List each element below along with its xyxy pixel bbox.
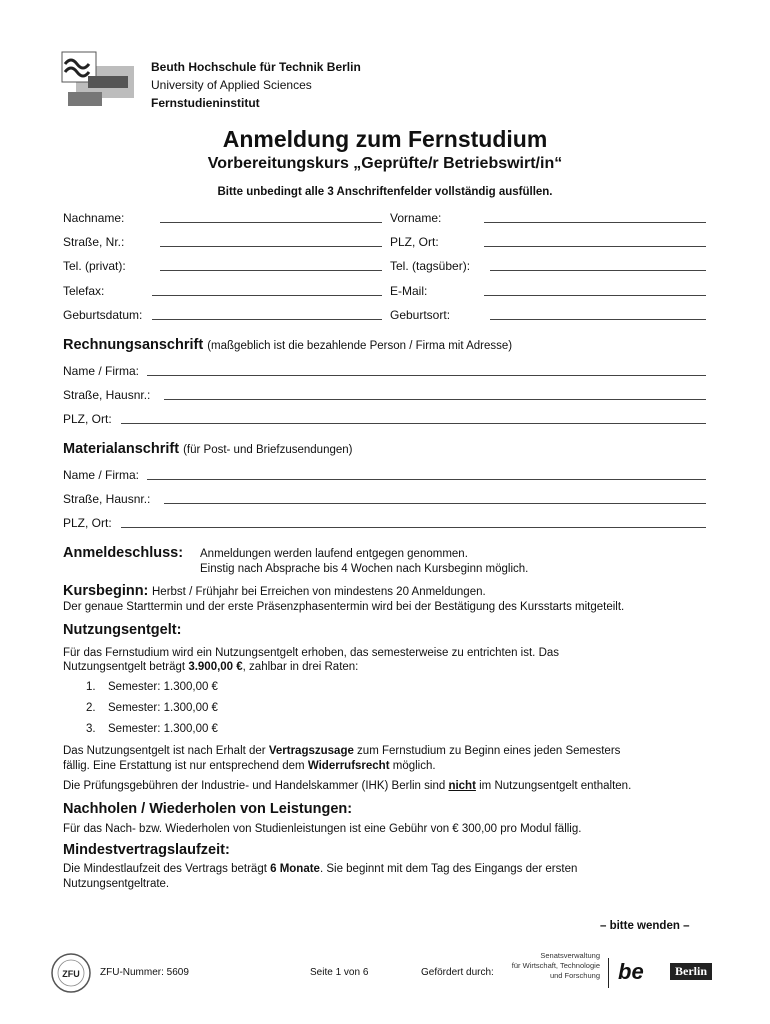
nutzung-heading: Nutzungsentgelt: (63, 622, 182, 638)
berlin-logo: Berlin (670, 963, 712, 980)
rechnung-plz-field[interactable] (121, 423, 706, 424)
material-plz-label: PLZ, Ort: (63, 516, 112, 530)
geburtsort-field[interactable] (490, 319, 706, 320)
kursbeginn-heading: Kursbeginn: (63, 583, 149, 599)
zfu-seal-icon (50, 952, 92, 994)
be-logo: be (618, 959, 644, 984)
gefoerdert-label: Gefördert durch: (421, 967, 494, 978)
material-plz-field[interactable] (121, 527, 706, 528)
nachname-field[interactable] (160, 222, 382, 223)
rechnung-name-label: Name / Firma: (63, 364, 140, 378)
page-number: Seite 1 von 6 (310, 967, 369, 978)
material-strasse-label: Straße, Hausnr.: (63, 492, 151, 506)
rechnung-name-field[interactable] (147, 375, 706, 376)
rechnung-strasse-field[interactable] (164, 399, 706, 400)
zfu-number: ZFU-Nummer: 5609 (100, 967, 189, 978)
tel-privat-label: Tel. (privat): (63, 259, 126, 273)
material-name-field[interactable] (147, 479, 706, 480)
nachholen-text: Für das Nach- bzw. Wiederholen von Studienleistungen ist eine Gebühr von € 300,00 pro Modul fällig. (63, 823, 582, 835)
page-title: Anmeldung zum Fernstudium (222, 126, 548, 152)
geburtsdatum-field[interactable] (152, 319, 382, 320)
beuth-logo (58, 50, 134, 112)
telefax-label: Telefax: (63, 284, 105, 298)
institution-block (151, 58, 361, 112)
rechnung-strasse-label: Straße, Hausnr.: (63, 388, 151, 402)
plz-ort-field[interactable] (484, 246, 706, 247)
institution-name: Beuth Hochschule für Technik Berlin (151, 60, 361, 74)
senatsverwaltung-logo: Senatsverwaltung für Wirtschaft, Technologie und Forschung (511, 951, 600, 980)
kursbeginn-line1: Herbst / Frühjahr bei Erreichen von mindestens 20 Anmeldungen. (152, 586, 486, 598)
institution-subtitle: University of Applied Sciences (151, 78, 312, 92)
strasse-field[interactable] (160, 246, 382, 247)
rechnung-plz-label: PLZ, Ort: (63, 412, 112, 426)
anmeldeschluss-line1: Anmeldungen werden laufend entgegen genommen. (200, 548, 468, 560)
email-field[interactable] (484, 295, 706, 296)
material-strasse-field[interactable] (164, 503, 706, 504)
material-heading: Materialanschrift (für Post- und Briefzusendungen) (63, 441, 353, 457)
svg-text:ZFU: ZFU (62, 969, 80, 979)
email-label: E-Mail: (390, 284, 428, 298)
geburtsdatum-label: Geburtsdatum: (63, 308, 143, 322)
rechnung-note: (maßgeblich ist die bezahlende Person / Firma mit Adresse) (207, 340, 513, 352)
kursbeginn-line2: Der genaue Starttermin und der erste Präsenzphasentermin wird bei der Bestätigung des Kursstarts mitgeteilt. (63, 601, 625, 613)
telefax-field[interactable] (152, 295, 382, 296)
tel-privat-field[interactable] (160, 270, 382, 271)
anmeldeschluss-line2: Einstig nach Absprache bis 4 Wochen nach Kursbeginn möglich. (200, 563, 529, 575)
tel-tagsueber-field[interactable] (490, 270, 706, 271)
nutzung-para2-line2: fällig. Eine Erstattung ist nur entsprechend dem Widerrufsrecht möglich. (63, 760, 436, 772)
rechnung-heading: Rechnungsanschrift (maßgeblich ist die bezahlende Person / Firma mit Adresse) (63, 337, 513, 353)
nutzung-para2-line1: Das Nutzungsentgelt ist nach Erhalt der Vertragszusage zum Fernstudium zu Beginn eines jeden Semesters (63, 745, 621, 757)
vorname-label: Vorname: (390, 211, 442, 225)
rate-item: 2. Semester: 1.300,00 € (86, 702, 218, 714)
anmeldeschluss-heading: Anmeldeschluss: (63, 545, 184, 561)
material-note: (für Post- und Briefzusendungen) (183, 444, 353, 456)
bitte-wenden: – bitte wenden – (600, 920, 690, 932)
page-subtitle: Vorbereitungskurs „Geprüfte/r Betriebswirt/in“ (207, 155, 563, 172)
fill-instruction: Bitte unbedingt alle 3 Anschriftenfelder vollständig ausfüllen. (217, 186, 553, 198)
rate-item: 1. Semester: 1.300,00 € (86, 681, 218, 693)
footer-divider (608, 958, 609, 988)
tel-tagsueber-label: Tel. (tagsüber): (390, 259, 471, 273)
nutzung-line1: Für das Fernstudium wird ein Nutzungsentgelt erhoben, das semesterweise zu entrichten ist. Das (63, 647, 560, 659)
mindest-line1: Die Mindestlaufzeit des Vertrags beträgt 6 Monate. Sie beginnt mit dem Tag des Eingangs der ersten (63, 863, 578, 875)
nutzung-line2: Nutzungsentgelt beträgt 3.900,00 €, zahlbar in drei Raten: (63, 661, 359, 673)
nutzung-amount: 3.900,00 € (188, 661, 243, 673)
geburtsort-label: Geburtsort: (390, 308, 451, 322)
nachholen-heading: Nachholen / Wiederholen von Leistungen: (63, 801, 353, 817)
strasse-label: Straße, Nr.: (63, 235, 125, 249)
nachname-label: Nachname: (63, 211, 125, 225)
department-name: Fernstudieninstitut (151, 96, 260, 110)
nutzung-para3: Die Prüfungsgebühren der Industrie- und Handelskammer (IHK) Berlin sind nicht im Nutzungsentgelt enthalten. (63, 780, 632, 792)
plz-ort-label: PLZ, Ort: (390, 235, 439, 249)
mindest-heading: Mindestvertragslaufzeit: (63, 842, 230, 858)
vorname-field[interactable] (484, 222, 706, 223)
rate-item: 3. Semester: 1.300,00 € (86, 723, 218, 735)
material-name-label: Name / Firma: (63, 468, 140, 482)
mindest-line2: Nutzungsentgeltrate. (63, 878, 170, 890)
